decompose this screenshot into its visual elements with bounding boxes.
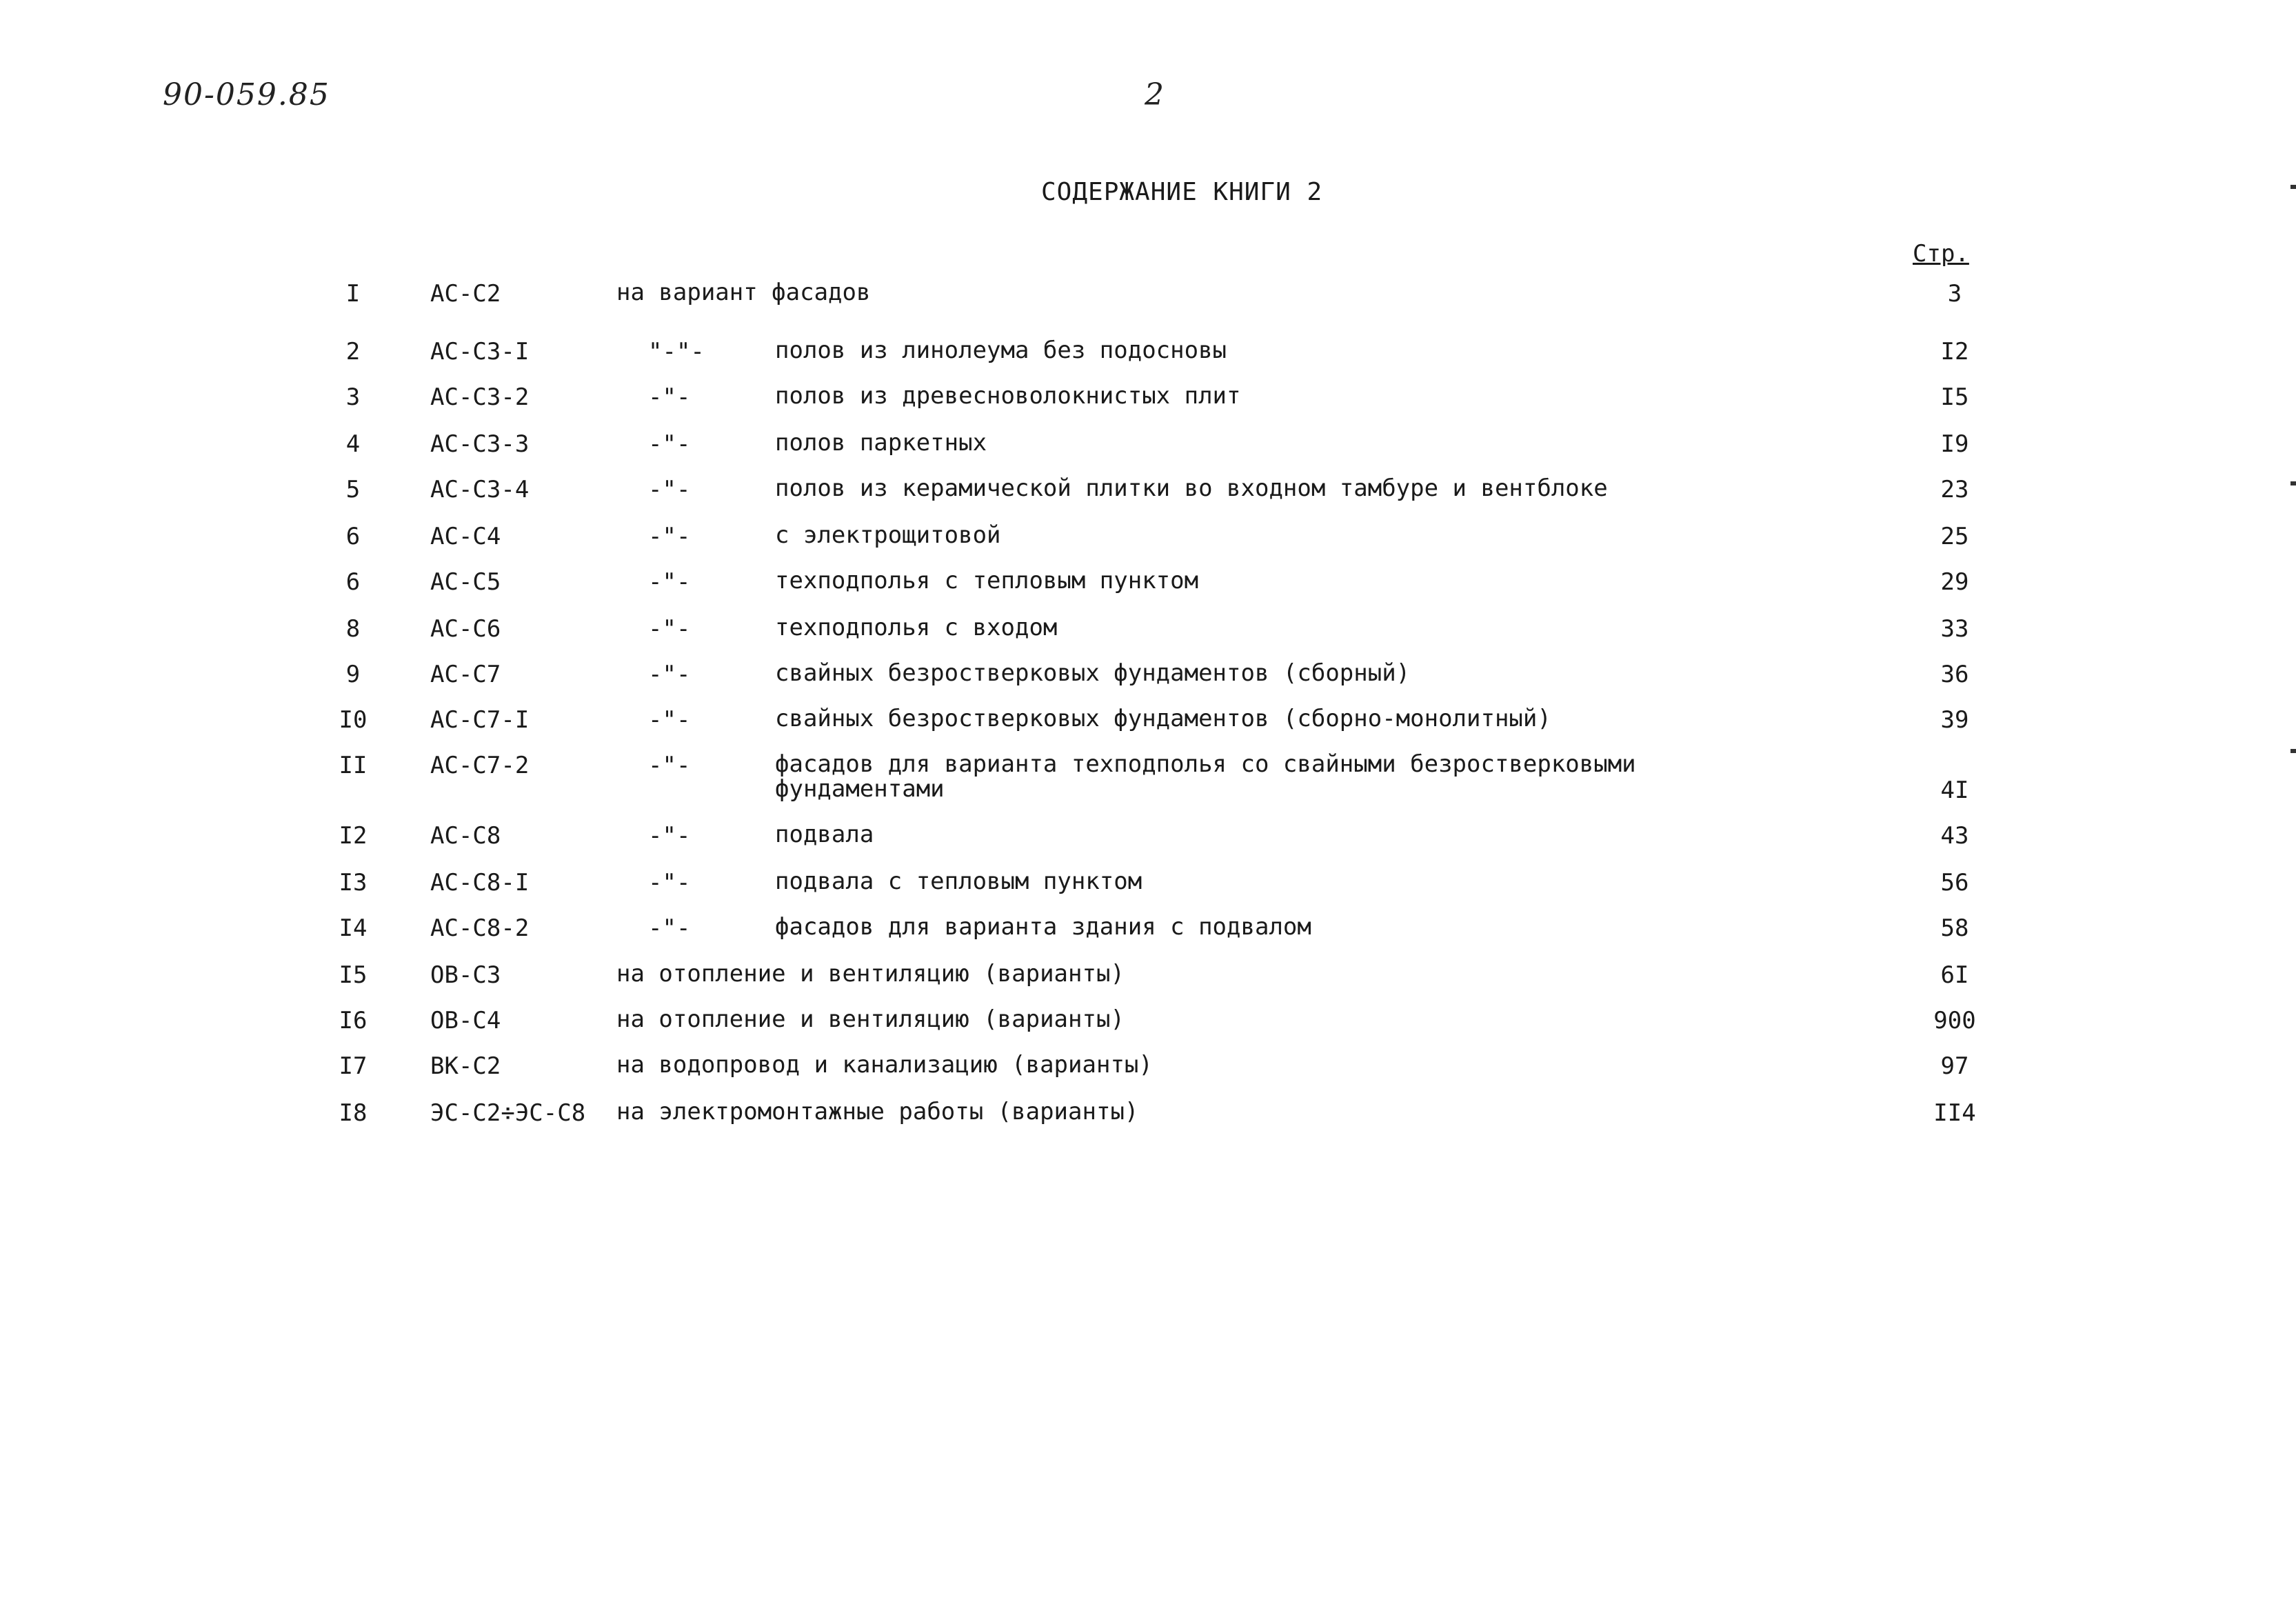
toc-entry-ditto: -"-	[648, 615, 691, 643]
toc-entry-number: I7	[339, 1052, 367, 1080]
toc-entry-description: на электромонтажные работы (варианты)	[616, 1098, 1139, 1125]
toc-entry-number: I6	[339, 1007, 367, 1034]
toc-entry-ditto: -"-	[648, 523, 691, 550]
toc-entry-code: АС-С6	[430, 615, 501, 643]
toc-row	[0, 338, 2296, 366]
toc-entry-number: I8	[339, 1099, 367, 1127]
toc-entry-number: I0	[339, 706, 367, 734]
toc-entry-description: на отопление и вентиляцию (варианты)	[616, 960, 1125, 988]
toc-entry-page: 25	[1940, 523, 1969, 550]
toc-row	[0, 661, 2296, 688]
toc-entry-code: ОВ-С4	[430, 1007, 501, 1034]
toc-entry-ditto: -"-	[648, 383, 691, 411]
scan-edge-mark	[2290, 185, 2296, 189]
toc-row	[0, 615, 2296, 643]
toc-row	[0, 568, 2296, 596]
page-column-header: Стр.	[1913, 240, 1969, 268]
toc-entry-description: подвала	[775, 821, 874, 848]
toc-entry-number: II	[339, 752, 367, 779]
toc-entry-description: подвала с тепловым пунктом	[775, 868, 1142, 895]
toc-entry-description: с электрощитовой	[775, 521, 1001, 549]
toc-entry-code: ОВ-С3	[430, 961, 501, 989]
toc-entry-page: 4I	[1940, 777, 1969, 804]
toc-row	[0, 869, 2296, 897]
toc-row	[0, 822, 2296, 850]
toc-entry-description: полов из древесноволокнистых плит	[775, 382, 1241, 410]
toc-entry-page: II4	[1933, 1099, 1976, 1127]
toc-entry-page: 56	[1940, 869, 1969, 897]
toc-entry-ditto: -"-	[648, 822, 691, 850]
toc-entry-code: АС-С3-4	[430, 476, 530, 503]
toc-row	[0, 961, 2296, 989]
toc-entry-number: 3	[345, 383, 361, 411]
toc-entry-code: АС-С7	[430, 661, 501, 688]
toc-entry-page: 39	[1940, 706, 1969, 734]
toc-row	[0, 750, 2296, 804]
toc-entry-ditto: -"-	[648, 914, 691, 942]
scan-edge-mark	[2290, 481, 2296, 485]
page-number: 2	[1145, 77, 1164, 112]
toc-entry-code: АС-С8-I	[430, 869, 530, 897]
toc-entry-page: 33	[1940, 615, 1969, 643]
toc-row	[0, 1099, 2296, 1127]
toc-entry-page: 36	[1940, 661, 1969, 688]
toc-row	[0, 383, 2296, 411]
toc-entry-ditto: -"-	[648, 752, 691, 779]
toc-entry-page: 23	[1940, 476, 1969, 503]
toc-entry-description: на вариант фасадов	[616, 279, 871, 306]
toc-entry-page: 900	[1933, 1007, 1976, 1034]
toc-entry-code: ЭС-С2÷ЭС-С8	[430, 1099, 586, 1127]
toc-row	[0, 1007, 2296, 1034]
toc-entry-description: на отопление и вентиляцию (варианты)	[616, 1005, 1125, 1033]
page-title: СОДЕРЖАНИЕ КНИГИ 2	[1041, 178, 1323, 206]
toc-row	[0, 1052, 2296, 1080]
toc-row	[0, 430, 2296, 458]
toc-entry-ditto: -"-	[648, 706, 691, 734]
toc-row	[0, 706, 2296, 734]
toc-entry-ditto: -"-	[648, 661, 691, 688]
toc-entry-description: техподполья с входом	[775, 614, 1058, 641]
toc-entry-description: фасадов для варианта здания с подвалом	[775, 913, 1311, 941]
toc-row	[0, 280, 2296, 308]
document-number: 90-059.85	[163, 77, 330, 112]
toc-entry-number: I4	[339, 914, 367, 942]
toc-row	[0, 914, 2296, 942]
toc-entry-page: I9	[1940, 430, 1969, 458]
toc-entry-code: ВК-С2	[430, 1052, 501, 1080]
toc-entry-code: АС-С2	[430, 280, 501, 308]
toc-entry-description: фасадов для варианта техподполья со свайными безростверковыми фундаментами	[775, 750, 1636, 803]
scan-edge-mark	[2290, 749, 2296, 753]
toc-entry-page: I2	[1940, 338, 1969, 366]
toc-entry-description: полов из линолеума без подосновы	[775, 337, 1227, 364]
toc-entry-ditto: -"-	[648, 476, 691, 503]
toc-entry-code: АС-С3-2	[430, 383, 530, 411]
toc-entry-number: I3	[339, 869, 367, 897]
toc-entry-number: 4	[345, 430, 361, 458]
toc-entry-ditto: -"-	[648, 430, 691, 458]
toc-entry-description: на водопровод и канализацию (варианты)	[616, 1051, 1153, 1079]
toc-entry-number: 9	[345, 661, 361, 688]
toc-entry-page: 97	[1940, 1052, 1969, 1080]
toc-entry-number: 6	[345, 568, 361, 596]
toc-entry-number: I2	[339, 822, 367, 850]
toc-entry-ditto: "-"-	[648, 338, 705, 366]
toc-entry-code: АС-С7-2	[430, 752, 530, 779]
toc-entry-code: АС-С4	[430, 523, 501, 550]
toc-entry-number: I5	[339, 961, 367, 989]
toc-entry-page: 58	[1940, 914, 1969, 942]
toc-entry-number: 5	[345, 476, 361, 503]
toc-entry-number: 8	[345, 615, 361, 643]
toc-row	[0, 476, 2296, 503]
toc-entry-description: техподполья с тепловым пунктом	[775, 567, 1199, 594]
toc-entry-number: I	[345, 280, 361, 308]
toc-entry-description: полов из керамической плитки во входном тамбуре и вентблоке	[775, 474, 1608, 502]
toc-entry-description: свайных безростверковых фундаментов (сборный)	[775, 659, 1411, 687]
toc-entry-description: свайных безростверковых фундаментов (сборно-монолитный)	[775, 705, 1551, 732]
toc-entry-page: 43	[1940, 822, 1969, 850]
toc-entry-code: АС-С8	[430, 822, 501, 850]
toc-entry-page: 6I	[1940, 961, 1969, 989]
toc-entry-ditto: -"-	[648, 869, 691, 897]
toc-entry-page: 29	[1940, 568, 1969, 596]
toc-entry-ditto: -"-	[648, 568, 691, 596]
toc-entry-number: 2	[345, 338, 361, 366]
toc-entry-page: I5	[1940, 383, 1969, 411]
toc-entry-code: АС-С7-I	[430, 706, 530, 734]
toc-entry-code: АС-С3-3	[430, 430, 530, 458]
toc-row	[0, 523, 2296, 550]
toc-entry-code: АС-С8-2	[430, 914, 530, 942]
toc-entry-code: АС-С5	[430, 568, 501, 596]
toc-entry-page: 3	[1947, 280, 1962, 308]
toc-entry-description: полов паркетных	[775, 429, 987, 457]
toc-entry-number: 6	[345, 523, 361, 550]
toc-entry-code: АС-С3-I	[430, 338, 530, 366]
